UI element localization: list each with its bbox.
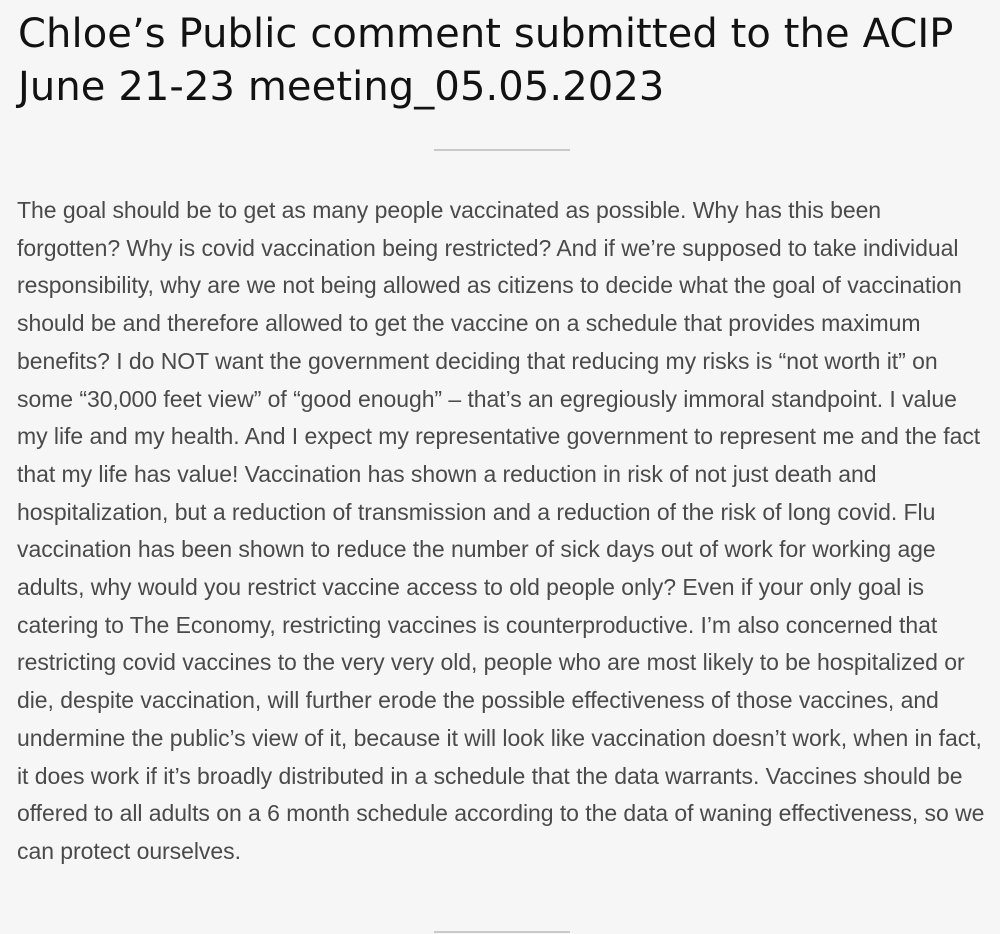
page-title: Chloe’s Public comment submitted to the ACIP June 21-23 meeting_05.05.2023 bbox=[18, 11, 954, 110]
comment-body: The goal should be to get as many people vaccinated as possible. Why has this been forgotten? Why is covid vaccination being restricted? And if we’re supposed to take individual responsibility, why are we not being allowed as citizens to decide what the goal of vaccination should be and therefore allowed to get the vaccine on a schedule that provides maximum benefits? I do NOT want the government deciding that reducing my risks is “not worth it” on some “30,000 feet view” of “good enough” – that’s an egregiously immoral standpoint. I value my life and my health. And I expect my representative government to represent me and the fact that my life has value! Vaccination has shown a reduction in risk of not just death and hospitalization, but a reduction of transmission and a reduction of the risk of long covid. Flu vaccination has been shown to reduce the number of sick days out of work for working age adults, why would you restrict vaccine access to old people only? Even if your only goal is catering to The Economy, restricting vaccines is counterproductive. I’m also concerned that restricting covid vaccines to the very very old, people who are most likely to be hospitalized or die, despite vaccination, will further erode the possible effectiveness of those vaccines, and undermine the public’s view of it, because it will look like vaccination doesn’t work, when in fact, it does work if it’s broadly distributed in a schedule that the data warrants. Vaccines should be offered to all adults on a 6 month schedule according to the data of waning effectiveness, so we can protect ourselves. bbox=[17, 197, 985, 864]
title-divider bbox=[434, 149, 570, 151]
footer-divider bbox=[434, 931, 570, 933]
